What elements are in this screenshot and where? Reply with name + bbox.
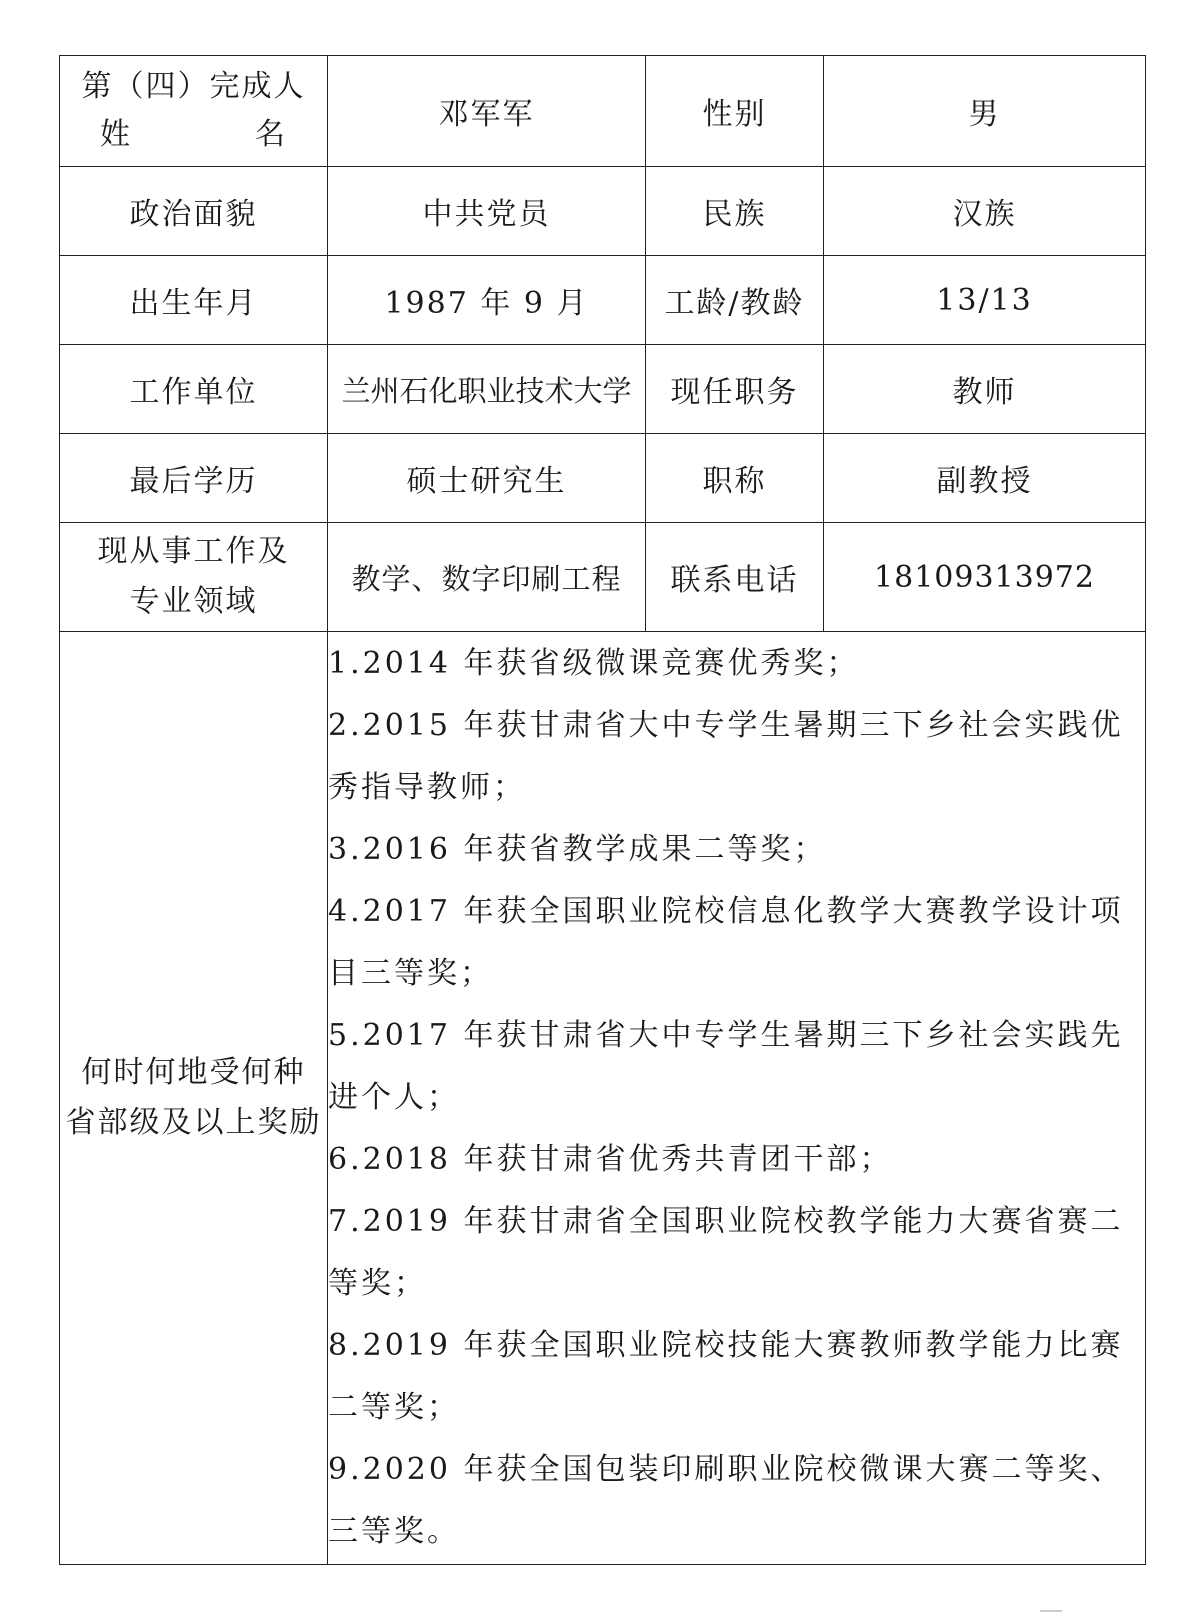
work-years-value: 13/13	[824, 256, 1146, 345]
position-value: 教师	[824, 345, 1146, 434]
award-line: 6.2018 年获甘肃省优秀共青团干部；	[328, 1142, 893, 1177]
field-label-line2: 专业领域	[129, 584, 258, 619]
birth-date-value: 1987 年 9 月	[328, 256, 646, 345]
name-label-char2: 名	[255, 117, 287, 152]
table-row	[60, 167, 1146, 256]
award-line: 进个人；	[328, 1080, 460, 1115]
personnel-info-table	[59, 55, 1146, 1565]
award-line: 秀指导教师；	[328, 770, 526, 805]
award-line: 9.2020 年获全国包装印刷职业院校微课大赛二等奖、	[328, 1452, 1124, 1487]
employer-value: 兰州石化职业技术大学	[328, 345, 646, 434]
phone-label: 联系电话	[646, 523, 824, 632]
name-label-char1: 姓	[100, 117, 132, 152]
award-line: 4.2017 年获全国职业院校信息化教学大赛教学设计项	[328, 894, 1124, 929]
education-label: 最后学历	[60, 434, 328, 523]
award-line: 7.2019 年获甘肃省全国职业院校教学能力大赛省赛二	[328, 1204, 1124, 1239]
awards-list	[328, 632, 1146, 1565]
awards-label-line1: 何时何地受何种	[81, 1055, 306, 1090]
gender-value: 男	[824, 56, 1146, 167]
award-line: 8.2019 年获全国职业院校技能大赛教师教学能力比赛	[328, 1328, 1124, 1363]
birth-date-label: 出生年月	[60, 256, 328, 345]
award-line: 2.2015 年获甘肃省大中专学生暑期三下乡社会实践优	[328, 708, 1124, 743]
political-status-value: 中共党员	[328, 167, 646, 256]
award-line: 5.2017 年获甘肃省大中专学生暑期三下乡社会实践先	[328, 1018, 1124, 1053]
name-label-line1: 第（四）完成人	[81, 69, 306, 104]
ethnicity-value: 汉族	[824, 167, 1146, 256]
table-row	[60, 632, 1146, 1565]
work-years-label: 工龄/教龄	[646, 256, 824, 345]
field-value: 教学、数字印刷工程	[328, 523, 646, 632]
award-line: 目三等奖；	[328, 956, 493, 991]
table-row	[60, 345, 1146, 434]
title-value: 副教授	[824, 434, 1146, 523]
table-row	[60, 523, 1146, 632]
position-label: 现任职务	[646, 345, 824, 434]
political-status-label: 政治面貌	[60, 167, 328, 256]
awards-label-line2: 省部级及以上奖励	[65, 1105, 322, 1140]
gender-label: 性别	[646, 56, 824, 167]
table-row	[60, 434, 1146, 523]
phone-value: 18109313972	[824, 523, 1146, 632]
field-label-line1: 现从事工作及	[97, 534, 290, 569]
name-label-line2	[60, 111, 327, 159]
name-label-cell	[60, 56, 328, 167]
employer-label: 工作单位	[60, 345, 328, 434]
table-row	[60, 56, 1146, 167]
table-row	[60, 256, 1146, 345]
page-mark	[1040, 1610, 1062, 1612]
ethnicity-label: 民族	[646, 167, 824, 256]
award-line: 二等奖；	[328, 1390, 460, 1425]
education-value: 硕士研究生	[328, 434, 646, 523]
award-line: 1.2014 年获省级微课竞赛优秀奖；	[328, 646, 860, 681]
award-line: 等奖；	[328, 1266, 427, 1301]
title-label: 职称	[646, 434, 824, 523]
field-label-cell	[60, 523, 328, 632]
award-line: 3.2016 年获省教学成果二等奖；	[328, 832, 827, 867]
name-value: 邓军军	[328, 56, 646, 167]
award-line: 三等奖。	[328, 1514, 460, 1549]
awards-label-cell	[60, 632, 328, 1565]
